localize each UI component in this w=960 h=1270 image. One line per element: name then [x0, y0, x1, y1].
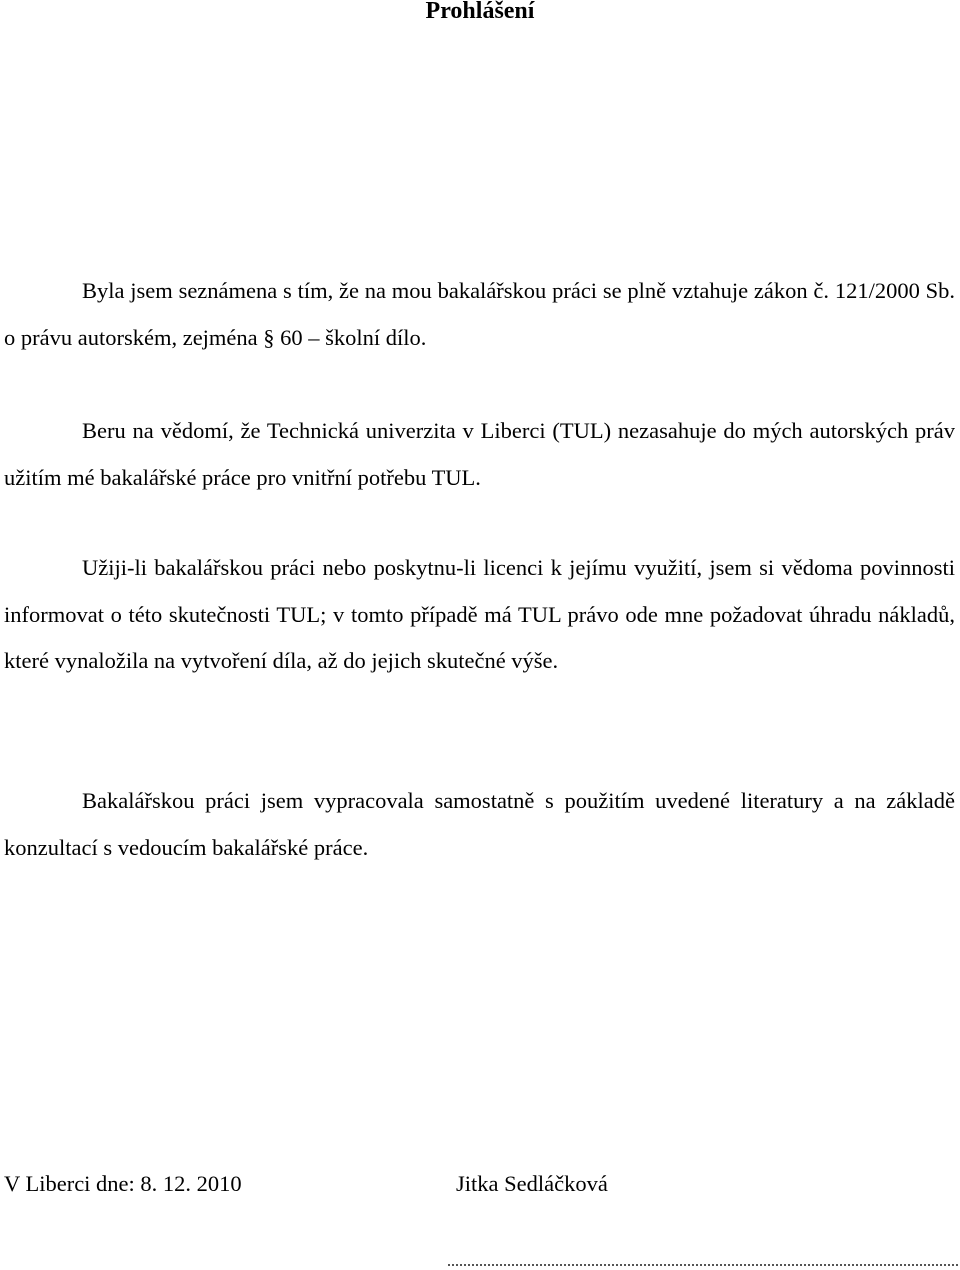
place-and-date: V Liberci dne: 8. 12. 2010 — [4, 1171, 242, 1196]
page-title: Prohlášení — [425, 0, 535, 24]
declaration-paragraph-tul-usage: Beru na vědomí, že Technická univerzita v Liberci (TUL) nezasahuje do mých autorských práv užitím mé bakalářské práce pro vnitřní potřebu TUL. — [4, 418, 955, 490]
declaration-paragraph-license: Užiji-li bakalářskou práci nebo poskytnu-li licenci k jejímu využití, jsem si vědoma povinnosti informovat o této skutečnosti TUL; v tomto případě má TUL právo ode mne požadovat úhradu nákladů, které vynaložila na vytvoření díla, až do jejich skutečné výše. — [4, 555, 955, 673]
declaration-paragraph-copyright-law: Byla jsem seznámena s tím, že na mou bakalářskou práci se plně vztahuje zákon č. 121/2000 Sb. o právu autorském, zejména § 60 – školní dílo. — [4, 278, 955, 350]
declaration-paragraph-independent-work: Bakalářskou práci jsem vypracovala samostatně s použitím uvedené literatury a na základě konzultací s vedoucím bakalářské práce. — [4, 788, 955, 860]
signature-line — [448, 1264, 958, 1266]
author-name: Jitka Sedláčková — [456, 1171, 608, 1196]
